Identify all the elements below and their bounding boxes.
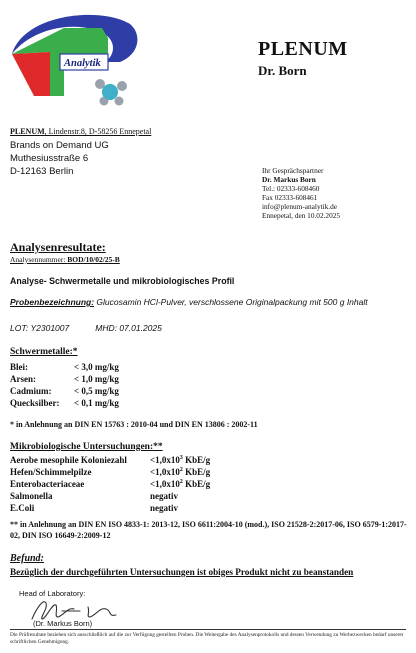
metal-row	[10, 362, 119, 372]
metal-row	[10, 374, 119, 384]
contact-name: Dr. Markus Born	[262, 175, 316, 184]
best-before: MHD: 07.01.2025	[95, 323, 162, 333]
brand-name: PLENUM	[258, 38, 348, 60]
place-date: Ennepetal, den 10.02.2025	[262, 211, 341, 220]
findings-conclusion: Bezüglich der durchgeführten Untersuchungen ist obiges Produkt nicht zu beanstanden	[10, 567, 354, 577]
head-of-lab-label: Head of Laboratory:	[19, 589, 86, 598]
micro-value: $<1,0x10^2$ KbE/g	[150, 467, 211, 477]
metal-name: Blei:	[10, 362, 28, 372]
footer-disclaimer: Die Prüfresultate beziehen sich ausschließlich auf die zur Verfügung gestellten Proben. Die Weitergabe des Analysenprotokolls und dessen Verwendung zu Werbezwecken bedarf unserer schriftlichen Genehmigung.	[10, 632, 404, 645]
sample-description: Glucosamin HCl-Pulver, verschlossene Originalpackung mit 500 g Inhalt	[94, 297, 368, 307]
micro-name: Salmonella	[10, 491, 53, 501]
molecule-icon	[95, 79, 127, 106]
logo-text: Analytik	[64, 58, 101, 69]
micro-value: negativ	[150, 491, 178, 501]
metal-name: Quecksilber:	[10, 398, 60, 408]
micro-value: $<1,0x10^3$ KbE/g	[150, 455, 211, 465]
micro-value: $<1,0x10^2$ KbE/g	[150, 479, 211, 489]
metal-value: < 1,0 mg/kg	[74, 374, 119, 384]
report-number	[10, 255, 120, 264]
micro-row	[10, 503, 178, 513]
contact-fax: Fax 02333-608461	[262, 193, 318, 202]
lot-number: LOT: Y2301007	[10, 323, 70, 333]
microbiology-heading: Mikrobiologische Untersuchungen:**	[10, 442, 163, 452]
lot-line	[10, 323, 162, 333]
analytik-logo	[4, 6, 144, 106]
heavy-metals-note: * in Anlehnung an DIN EN 15763 : 2010-04 und DIN EN 13806 : 2002-11	[10, 420, 258, 429]
sender-line	[10, 127, 151, 136]
brand-subtitle: Dr. Born	[258, 63, 307, 78]
metal-row	[10, 386, 119, 396]
sample-label: Probenbezeichnung:	[10, 297, 95, 307]
recipient-line-1: Brands on Demand UG	[10, 140, 109, 151]
recipient-line-3: D-12163 Berlin	[10, 166, 74, 177]
contact-tel: Tel.: 02333-608460	[262, 184, 320, 193]
signer-name: (Dr. Markus Born)	[33, 619, 93, 628]
recipient-line-2: Muthesiusstraße 6	[10, 153, 89, 164]
micro-row	[10, 467, 210, 477]
sender-address: , Lindenstr.8, D-58256 Ennepetal	[44, 127, 152, 136]
micro-row	[10, 479, 210, 489]
contact-label: Ihr Gesprächspartner	[262, 166, 324, 175]
micro-name: Enterobacteriaceae	[10, 479, 85, 489]
micro-row	[10, 491, 178, 501]
report-number-value: BOD/10/02/25-B	[67, 255, 120, 264]
heavy-metals-heading: Schwermetalle:*	[10, 347, 78, 357]
metal-name: Arsen:	[10, 374, 36, 384]
findings-label: Befund:	[10, 553, 44, 564]
micro-value: negativ	[150, 503, 178, 513]
logo-red-shape	[12, 52, 50, 96]
metal-name: Cadmium:	[10, 386, 52, 396]
micro-name: Hefen/Schimmelpilze	[10, 467, 92, 477]
analysis-type: Analyse- Schwermetalle und mikrobiologisches Profil	[10, 276, 235, 286]
contact-email: info@plenum-analytik.de	[262, 202, 338, 211]
metal-row	[10, 398, 119, 408]
metal-value: < 0,1 mg/kg	[74, 398, 119, 408]
micro-name: Aerobe mesophile Koloniezahl	[10, 455, 127, 465]
report-title: Analysenresultate:	[10, 240, 106, 254]
micro-row	[10, 455, 210, 465]
sender-name: PLENUM	[10, 127, 45, 136]
microbiology-note: ** in Anlehnung an DIN EN ISO 4833-1: 2013-12, ISO 6611:2004-10 (mod.), ISO 21528-2:2017-06, ISO 6579-1:2017-02, DIN ISO 16649-2:2009-12	[10, 520, 407, 540]
sample-designation	[10, 297, 368, 307]
metal-value: < 3,0 mg/kg	[74, 362, 119, 372]
report-number-label: Analysennummer:	[10, 255, 68, 264]
micro-name: E.Coli	[10, 503, 35, 513]
footer-divider	[10, 629, 406, 630]
metal-value: < 0,5 mg/kg	[74, 386, 119, 396]
